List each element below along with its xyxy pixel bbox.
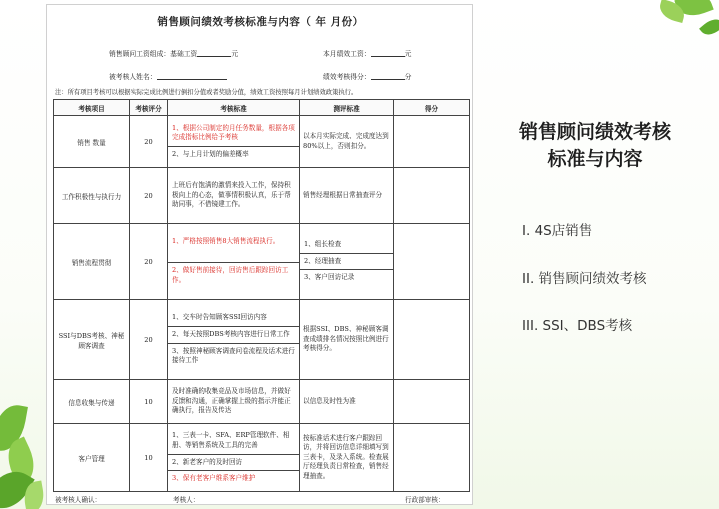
row-points[interactable]	[394, 300, 470, 380]
monthly-field	[323, 48, 411, 58]
table-row	[54, 224, 470, 300]
monthly-blank	[371, 50, 405, 57]
row-standard	[168, 168, 300, 224]
header-score: 考核评分	[130, 100, 168, 116]
row-standard	[168, 300, 300, 380]
standard-line: 2、与上月计划的偏差概率	[168, 146, 299, 163]
row-points[interactable]	[394, 224, 470, 300]
salary-unit: 元	[231, 50, 239, 58]
method-line: 2、经理抽查	[300, 253, 393, 270]
standard-line: 2、做好售前接待，回访售后跟踪回访工作。	[168, 262, 299, 288]
row-points[interactable]	[394, 168, 470, 224]
standard-line: 1、三表一卡、SFA、ERP管理软件、相册、等销售系统及工具的完善	[172, 431, 290, 449]
name-blank	[157, 73, 227, 80]
row-score: 20	[130, 224, 168, 300]
row-item: SSI与DBS考核、神秘顾客调查	[54, 300, 130, 380]
row-method	[300, 224, 394, 300]
row-score: 20	[130, 116, 168, 168]
standard-line: 1、严格按照销售8大销售流程执行。	[172, 237, 280, 246]
side-item-ssi-dbs: III. SSI、DBS考核	[522, 318, 633, 334]
method-line: 3、客户回访记录	[300, 269, 393, 286]
assessment-table	[53, 99, 470, 492]
row-standard	[168, 116, 300, 168]
salary-blank	[197, 50, 231, 57]
score-unit: 分	[404, 73, 412, 81]
row-item: 客户管理	[54, 424, 130, 492]
score-label: 绩效考核得分：	[323, 73, 371, 81]
row-score: 10	[130, 380, 168, 424]
row-standard	[168, 380, 300, 424]
row-item: 销售流程贯彻	[54, 224, 130, 300]
standard-line: 1、交车时告知顾客SSI回访内容	[172, 313, 267, 322]
side-title	[476, 119, 714, 173]
row-points[interactable]	[394, 380, 470, 424]
footer-review: 行政部审核：	[405, 496, 445, 504]
salary-label: 销售顾问工资组成：基础工资	[109, 50, 198, 58]
table-row	[54, 116, 470, 168]
side-title-line: 标准与内容	[547, 148, 643, 170]
row-score: 20	[130, 168, 168, 224]
header-method: 测评标准	[300, 100, 394, 116]
standard-line: 3、保有老客户维系客户维护	[168, 470, 299, 487]
header-item: 考核项目	[54, 100, 130, 116]
row-method: 根据SSI、DBS、神秘顾客调查成绩排名情况按照比例进行考核得分。	[300, 300, 394, 380]
standard-line: 2、每天按照DBS考核内容进行日常工作	[168, 326, 299, 343]
row-method: 以本月实际完成、完成度达到80%以上，否则扣分。	[300, 116, 394, 168]
leaf-decoration	[699, 15, 719, 40]
standard-line: 上班后有饱满的激情来投入工作，保持积极向上的心态，做事情积极认真，乐于帮助同事，不借镜建工作。	[172, 181, 291, 209]
footer-confirm: 被考核人确认：	[55, 496, 102, 504]
monthly-label: 本月绩效工资：	[323, 50, 371, 58]
table-row	[54, 380, 470, 424]
standard-line: 及时准确的收集竞品及市场信息，并做好反馈和沟通，正确掌握上级的指示并能正确执行，报告及传达	[172, 387, 291, 415]
document-title: 销售顾问绩效考核标准与内容（ 年 月份）	[157, 16, 364, 28]
side-item-performance: II. 销售顾问绩效考核	[522, 271, 647, 287]
name-label: 被考核人姓名：	[109, 73, 157, 81]
side-item-4s-sales: I. 4S店销售	[522, 223, 593, 239]
method-line: 1、组长检查	[304, 240, 342, 249]
row-score: 20	[130, 300, 168, 380]
row-points[interactable]	[394, 116, 470, 168]
table-row	[54, 300, 470, 380]
standard-line: 1、根据公司制定的月任务数量，根据各项完成指标比例给予考核	[172, 123, 295, 142]
row-method: 销售经理根据日常抽查评分	[300, 168, 394, 224]
row-item: 信息收集与传递	[54, 380, 130, 424]
header-standard: 考核标准	[168, 100, 300, 116]
row-item: 工作积极性与执行力	[54, 168, 130, 224]
row-method: 按标准话术进行客户跟踪回访，并将回访信息详细填写到三表卡，及录入系统。检查展厅经理负责日常检查，销售经理抽查。	[300, 424, 394, 492]
row-method: 以信息及时性为准	[300, 380, 394, 424]
score-blank	[371, 73, 405, 80]
side-title-line: 销售顾问绩效考核	[518, 121, 671, 143]
row-score: 10	[130, 424, 168, 492]
document-note: 注：所有项目考核可以根据实际完成比例进行倒扣分值或者奖励分值，绩效工资按照每月计划绩效政策执行。	[55, 89, 358, 96]
table-row	[54, 424, 470, 492]
footer-assessor: 考核人：	[173, 496, 200, 504]
standard-line: 2、新老客户的及时回访	[168, 454, 299, 471]
header-points: 得分	[394, 100, 470, 116]
row-standard	[168, 224, 300, 300]
table-header-row	[54, 100, 470, 116]
standard-line: 3、按照神秘顾客调查问卷流程及话术进行接待工作	[168, 343, 299, 369]
table-row	[54, 168, 470, 224]
name-field	[109, 71, 227, 81]
assessment-document	[46, 4, 473, 505]
row-standard	[168, 424, 300, 492]
score-field	[323, 71, 411, 81]
row-points[interactable]	[394, 424, 470, 492]
salary-field	[109, 48, 238, 58]
monthly-unit: 元	[404, 50, 412, 58]
row-item: 销售 数量	[54, 116, 130, 168]
